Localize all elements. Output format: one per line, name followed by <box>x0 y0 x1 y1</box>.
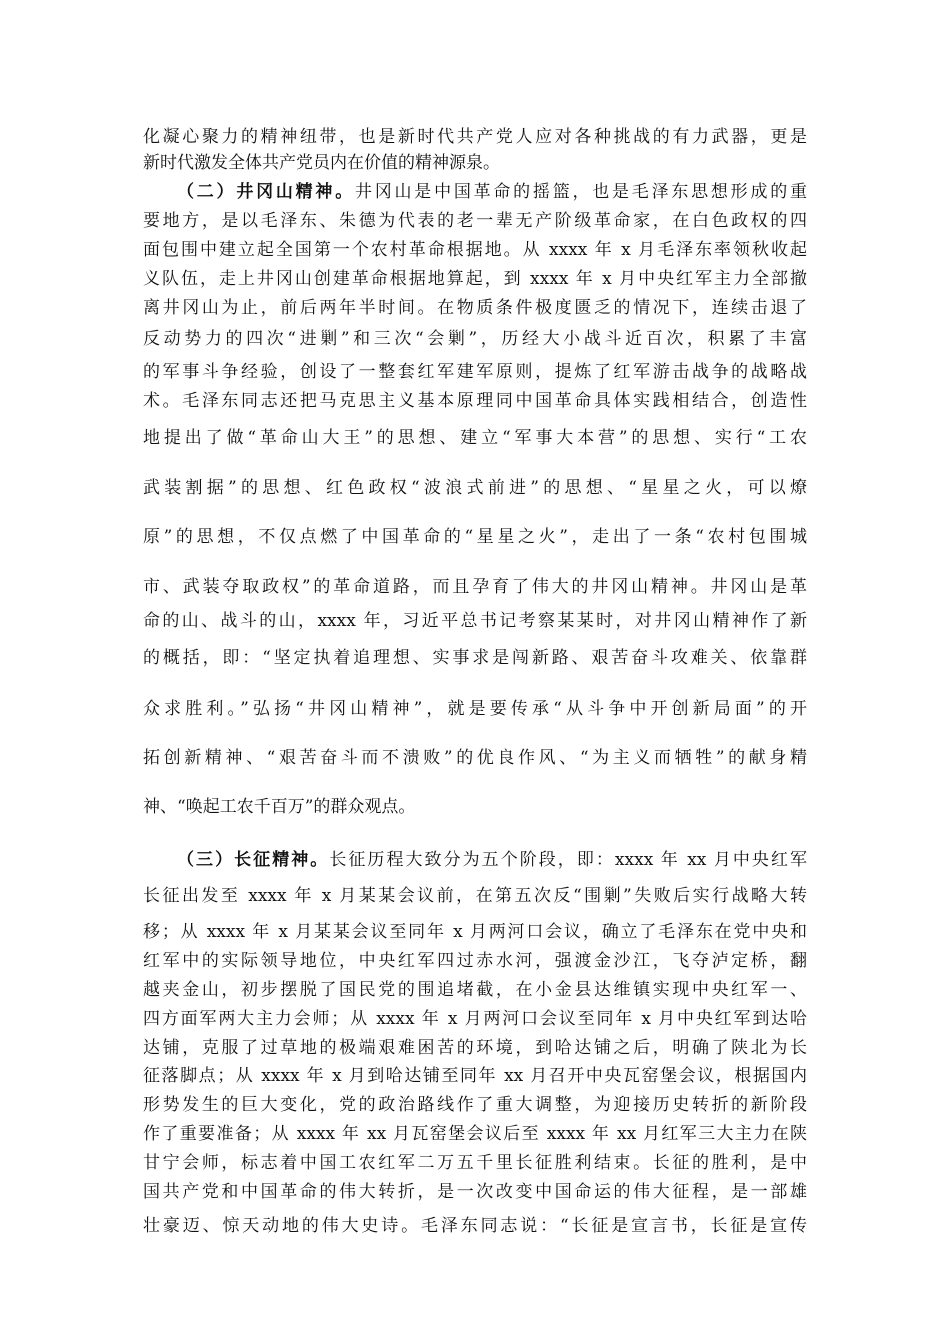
paragraph-line: 新时代激发全体共产党员内在价值的精神源泉。 <box>143 153 500 173</box>
paragraph-line: 市、武装夺取政权”的革命道路，而且孕育了伟大的井冈山精神。井冈山是革 <box>143 577 807 597</box>
paragraph-line: 红军中的实际领导地位，中央红军四过赤水河，强渡金沙江，飞夺泸定桥，翻 <box>143 951 807 971</box>
paragraph-line: 达铺，克服了过草地的极端艰难困苦的环境，到哈达铺之后，明确了陕北为长 <box>143 1038 807 1058</box>
paragraph-line: 征落脚点；从 xxxx 年 x 月到哈达铺至同年 xx 月召开中央瓦窑堡会议，根据国内 <box>143 1066 807 1086</box>
paragraph-line: 术。毛泽东同志还把马克思主义基本原理同中国革命具体实践相结合，创造性 <box>143 391 807 411</box>
paragraph-line: 武装割据”的思想、红色政权“波浪式前进”的思想、“星星之火，可以燎 <box>143 478 807 498</box>
paragraph-line: 地提出了做“革命山大王”的思想、建立“军事大本营”的思想、实行“工农 <box>143 428 807 448</box>
paragraph-line: 面包围中建立起全国第一个农村革命根据地。从 xxxx 年 x 月毛泽东率领秋收起 <box>143 240 807 260</box>
paragraph-line: 四方面军两大主力会师；从 xxxx 年 x 月两河口会议至同年 x 月中央红军到达哈 <box>143 1009 807 1029</box>
paragraph-line: 形势发生的巨大变化，党的政治路线作了重大调整，为迎接历史转折的新阶段 <box>143 1095 807 1115</box>
section-heading-long-march: （三）长征精神。 <box>177 850 330 870</box>
section-heading-jinggangshan: （二）井冈山精神。 <box>177 182 355 202</box>
paragraph-line: 义队伍，走上井冈山创建革命根据地算起，到 xxxx 年 x 月中央红军主力全部撤 <box>143 269 807 289</box>
paragraph-line: 移；从 xxxx 年 x 月某某会议至同年 x 月两河口会议，确立了毛泽东在党中央和 <box>143 922 807 942</box>
paragraph-line: 井冈山是中国革命的摇篮，也是毛泽东思想形成的重 <box>354 182 808 202</box>
paragraph-line: 众求胜利。”弘扬“井冈山精神”，就是要传承“从斗争中开创新局面”的开 <box>143 699 807 719</box>
paragraph-line: 神、“唤起工农千百万”的群众观点。 <box>143 797 416 817</box>
paragraph-line: 作了重要准备；从 xxxx 年 xx 月瓦窑堡会议后至 xxxx 年 xx 月红军三大主力在陕 <box>143 1124 807 1144</box>
paragraph-line: 离井冈山为止，前后两年半时间。在物质条件极度匮乏的情况下，连续击退了 <box>143 298 807 318</box>
paragraph-line: 越夹金山，初步摆脱了国民党的围追堵截，在小金县达维镇实现中央红军一、 <box>143 980 807 1000</box>
paragraph-line: 壮豪迈、惊天动地的伟大史诗。毛泽东同志说：“长征是宣言书，长征是宣传 <box>143 1216 807 1236</box>
section-heading-line <box>177 180 807 204</box>
paragraph-line: 化凝心聚力的精神纽带，也是新时代共产党人应对各种挑战的有力武器，更是 <box>143 127 807 147</box>
paragraph-line: 的军事斗争经验，创设了一整套红军建军原则，提炼了红军游击战争的战略战 <box>143 362 807 382</box>
paragraph-line: 要地方，是以毛泽东、朱德为代表的老一辈无产阶级革命家，在白色政权的四 <box>143 211 807 231</box>
paragraph-line: 拓创新精神、“艰苦奋斗而不溃败”的优良作风、“为主义而牺牲”的献身精 <box>143 748 807 768</box>
paragraph-line: 的概括，即：“坚定执着追理想、实事求是闯新路、艰苦奋斗攻难关、依靠群 <box>143 648 807 668</box>
paragraph-line: 原”的思想，不仅点燃了中国革命的“星星之火”，走出了一条“农村包围城 <box>143 527 807 547</box>
paragraph-line: 国共产党和中国革命的伟大转折，是一次改变中国命运的伟大征程，是一部雄 <box>143 1182 807 1202</box>
paragraph-line: 长征历程大致分为五个阶段，即：xxxx 年 xx 月中央红军 <box>329 850 807 870</box>
section-heading-line <box>177 848 807 872</box>
paragraph-line: 甘宁会师，标志着中国工农红军二万五千里长征胜利结束。长征的胜利，是中 <box>143 1153 807 1173</box>
paragraph-line: 长征出发至 xxxx 年 x 月某某会议前，在第五次反“围剿”失败后实行战略大转 <box>143 886 807 906</box>
paragraph-line: 命的山、战斗的山，xxxx 年，习近平总书记考察某某时，对井冈山精神作了新 <box>143 611 807 631</box>
paragraph-line: 反动势力的四次“进剿”和三次“会剿”，历经大小战斗近百次，积累了丰富 <box>143 329 807 349</box>
